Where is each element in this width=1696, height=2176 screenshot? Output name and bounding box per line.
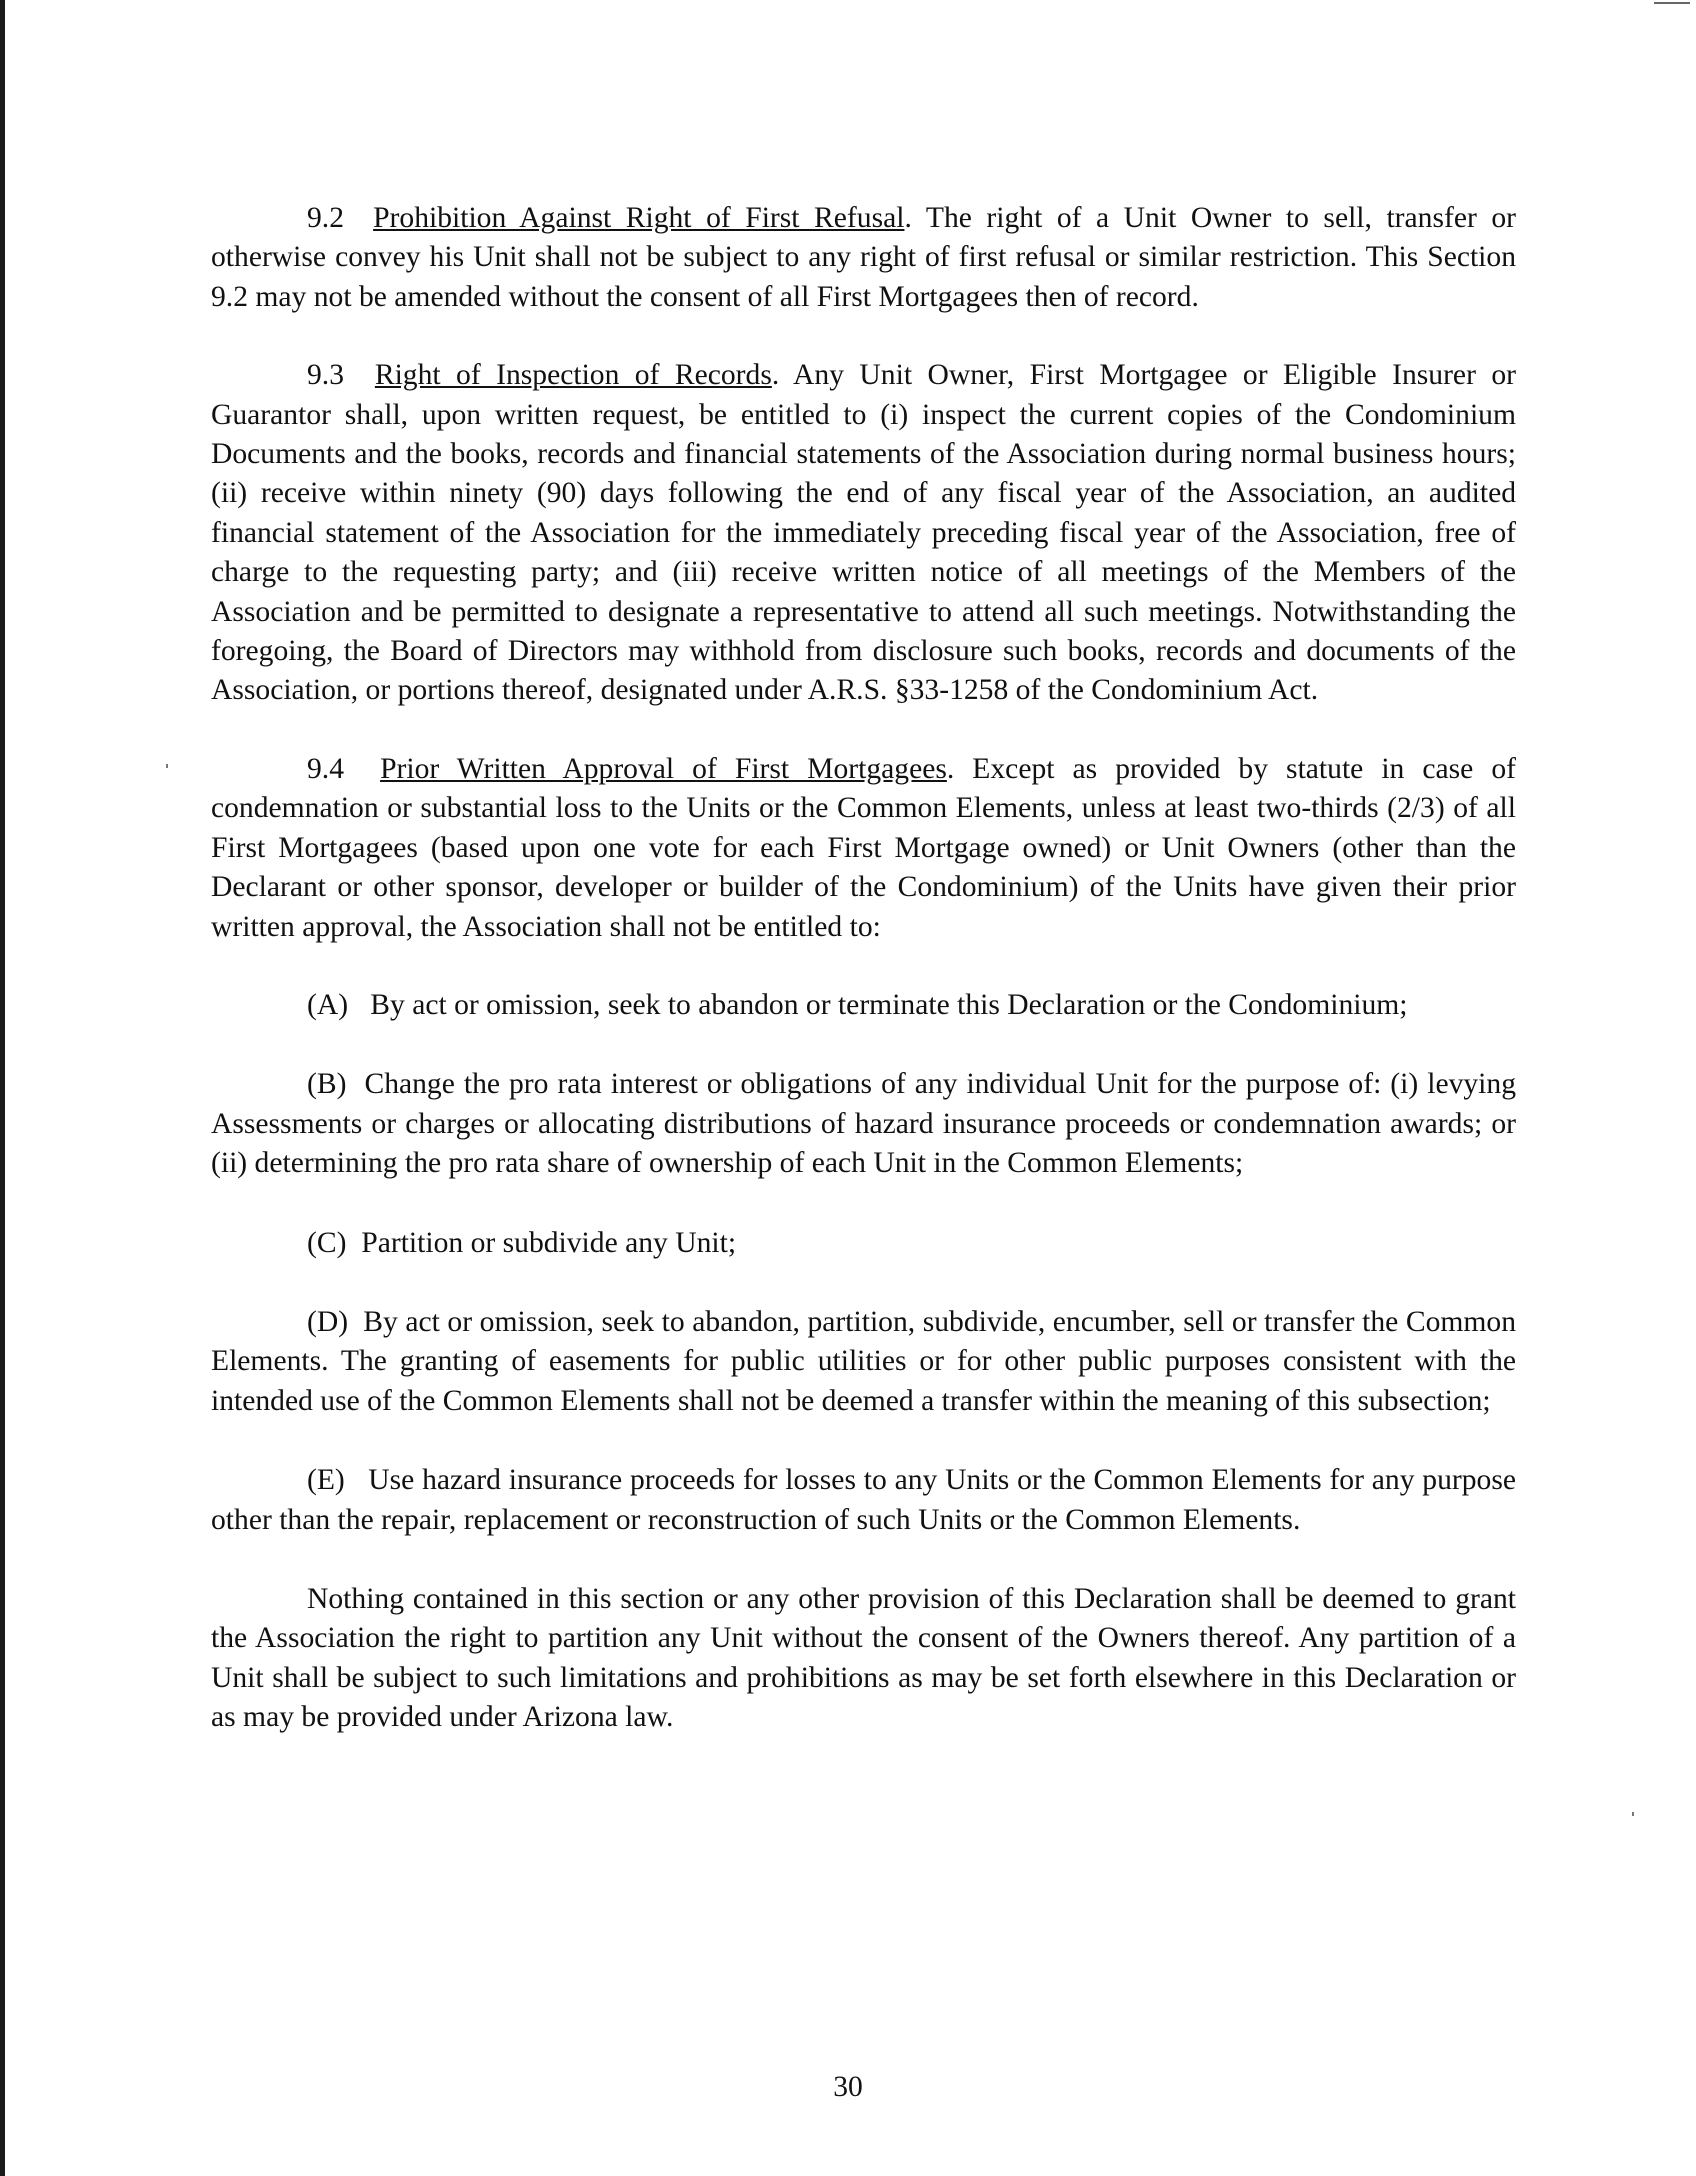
subsection-c [211,1224,1516,1263]
section-heading: Prohibition Against Right of First Refusal [373,202,905,234]
section-9-4 [211,750,1516,947]
subsection-text: Use hazard insurance proceeds for losses to any Units or the Common Elements for any purpose other than the repair, replacement or reconstruction of such Units or the Common Elements. [211,1464,1517,1536]
subsection-text: By act or omission, seek to abandon or terminate this Declaration or the Condominium; [370,988,1408,1021]
closing-paragraph: Nothing contained in this section or any other provision of this Declaration shall be deemed to grant the Association the right to partition any Unit without the consent of the Owners thereof. Any partition of a Unit shall be subject to such limitations and prohibitions as may be set forth elsewhere in this Declaration or as may be provided under Arizona law. [211,1582,1516,1734]
section-heading: Prior Written Approval of First Mortgagees [380,752,947,785]
section-body: . Except as provided by statute in case of condemnation or substantial loss to the Units or the Common Elements, unless at least two-thirds (2/3) of all First Mortgagees (based upon one vote for each First Mortgage owned) or Unit Owners (other than the Declarant or other sponsor, developer or builder of the Condominium) of the Units have given their prior written approval, the Association shall not be entitled to: [211,752,1516,943]
section-body: . The right of a Unit Owner to sell, transfer or otherwise convey his Unit shall not be subject to any right of first refusal or similar restriction. This Section 9.2 may not be amended without the consent of all First Mortgagees then of record. [211,202,1517,313]
subsection-e [211,1461,1516,1540]
subsection-d [211,1303,1516,1421]
section-heading: Right of Inspection of Records [374,359,772,392]
subsection-text: Partition or subdivide any Unit; [361,1226,737,1259]
document-body [211,199,1516,1738]
subsection-text: By act or omission, seek to abandon, partition, subdivide, encumber, sell or transfer the Common Elements. The granting of easements for public utilities or for other public purposes consistent with the intended use of the Common Elements shall not be deemed a transfer within the meaning of this subsection; [211,1305,1516,1417]
subsection-marker: (B) [307,1068,347,1101]
scan-corner-mark [1654,2,1690,4]
subsection-marker: (A) [307,988,349,1021]
subsection-text: Change the pro rata interest or obligations of any individual Unit for the purpose of: (i) levying Assessments or charges or allocating distributions of hazard insurance proceeds or condemnation awards; or (ii) determining the pro rata share of ownership of each Unit in the Common Elements; [211,1068,1516,1180]
subsection-a [211,986,1516,1025]
section-9-2 [211,199,1516,317]
scan-left-edge [0,0,5,2176]
subsection-marker: (D) [307,1305,349,1338]
section-body: . Any Unit Owner, First Mortgagee or Eligible Insurer or Guarantor shall, upon written request, be entitled to (i) inspect the current copies of the Condominium Documents and the books, records and financial statements of the Association during normal business hours; (ii) receive within ninety (90) days following the end of any fiscal year of the Association, an audited financial statement of the Association for the immediately preceding fiscal year of the Association, free of charge to the requesting party; and (iii) receive written notice of all meetings of the Members of the Association and be permitted to designate a representative to attend all such meetings. Notwithstanding the foregoing, the Board of Directors may withhold from disclosure such books, records and documents of the Association, or portions thereof, designated under A.R.S. §33-1258 of the Condominium Act. [211,359,1516,707]
scan-speck [1632,1812,1634,1816]
section-9-3 [211,356,1516,711]
subsection-marker: (C) [307,1226,347,1259]
section-number: 9.2 [307,202,344,234]
section-number: 9.4 [307,752,344,785]
subsection-b [211,1065,1516,1183]
section-number: 9.3 [307,359,344,392]
page-number: 30 [833,2071,863,2103]
scan-speck [166,764,168,768]
subsection-marker: (E) [307,1464,345,1497]
